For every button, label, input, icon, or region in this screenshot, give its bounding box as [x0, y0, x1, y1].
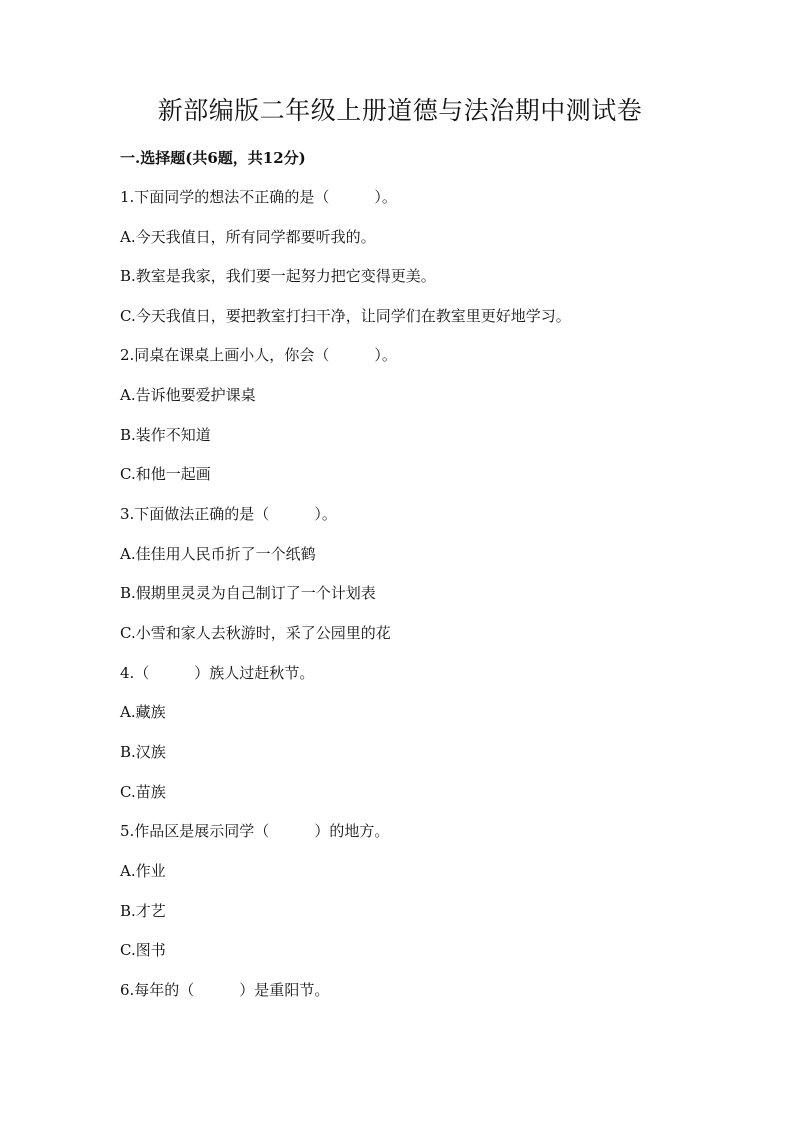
question-3-option-c: C.小雪和家人去秋游时，采了公园里的花 [120, 624, 391, 642]
question-3: 3.下面做法正确的是（ ）。 [120, 505, 337, 523]
question-3-option-b: B.假期里灵灵为自己制订了一个计划表 [120, 584, 376, 602]
question-4: 4.（ ）族人过赶秋节。 [120, 664, 315, 682]
question-2-option-b: B.装作不知道 [120, 426, 211, 444]
question-2: 2.同桌在课桌上画小人，你会（ ）。 [120, 346, 397, 364]
question-5-option-a: A.作业 [120, 862, 166, 880]
question-1-option-c: C.今天我值日，要把教室打扫干净，让同学们在教室里更好地学习。 [120, 307, 571, 325]
question-4-option-a: A.藏族 [120, 703, 166, 721]
section-heading: 一.选择题(共6题，共12分) [120, 149, 306, 167]
question-1-option-a: A.今天我值日，所有同学都要听我的。 [120, 228, 376, 246]
question-5: 5.作品区是展示同学（ ）的地方。 [120, 822, 390, 840]
question-3-option-a: A.佳佳用人民币折了一个纸鹤 [120, 545, 316, 563]
question-4-option-b: B.汉族 [120, 743, 166, 761]
question-1: 1.下面同学的想法不正确的是（ ）。 [120, 188, 397, 206]
question-5-option-b: B.才艺 [120, 902, 166, 920]
question-2-option-a: A.告诉他要爱护课桌 [120, 386, 256, 404]
question-1-option-b: B.教室是我家，我们要一起努力把它变得更美。 [120, 267, 436, 285]
exam-title: 新部编版二年级上册道德与法治期中测试卷 [157, 96, 643, 125]
question-5-option-c: C.图书 [120, 941, 166, 959]
question-4-option-c: C.苗族 [120, 783, 166, 801]
question-6: 6.每年的（ ）是重阳节。 [120, 981, 330, 999]
question-2-option-c: C.和他一起画 [120, 465, 211, 483]
